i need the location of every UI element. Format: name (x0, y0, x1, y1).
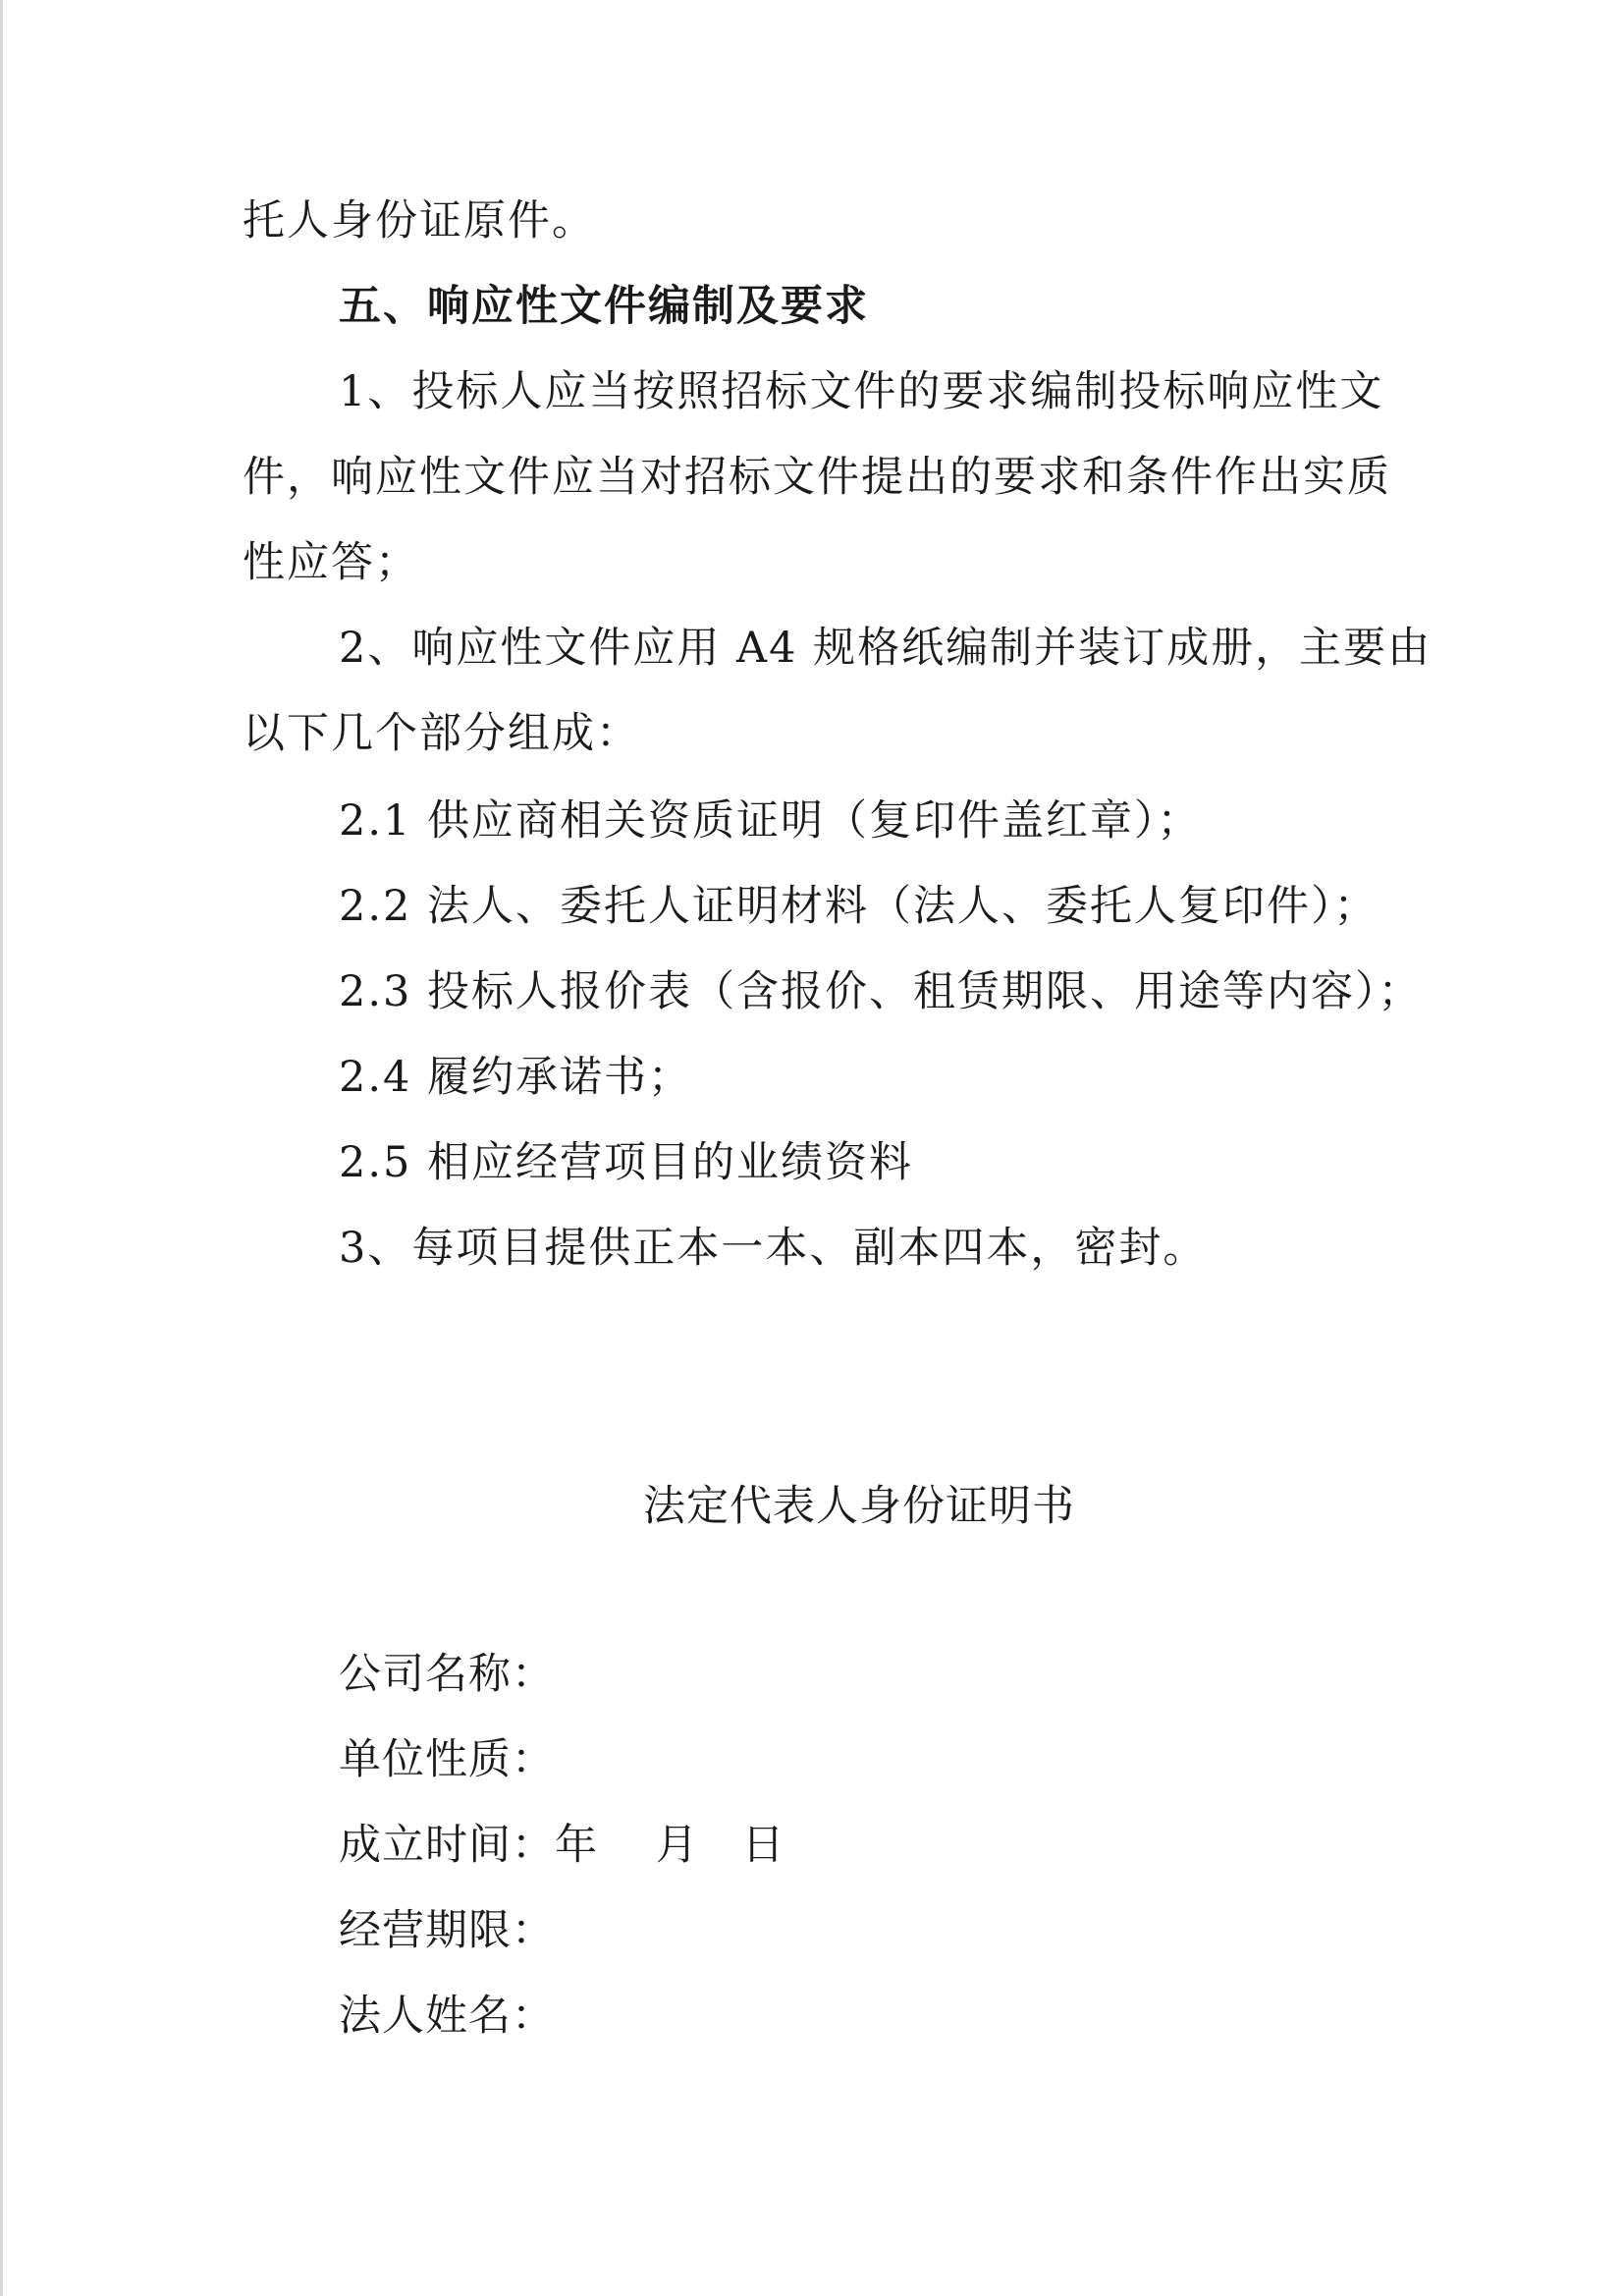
form-field-legal-person-name: 法人姓名： (339, 1992, 555, 2041)
scan-edge (0, 0, 3, 2296)
form-field-company-name: 公司名称： (339, 1650, 555, 1699)
section-heading: 五、响应性文件编制及要求 (339, 282, 869, 331)
paragraph-line: 2、响应性文件应用 A4 规格纸编制并装订成册，主要由 (339, 624, 1433, 673)
list-item: 2.3 投标人报价表（含报价、租赁期限、用途等内容）； (339, 967, 1423, 1016)
list-item: 2.5 相应经营项目的业绩资料 (339, 1138, 914, 1187)
list-item: 2.2 法人、委托人证明材料（法人、委托人复印件）； (339, 882, 1379, 931)
paragraph-line: 以下几个部分组成： (243, 709, 640, 758)
paragraph-line: 1、投标人应当按照招标文件的要求编制投标响应性文 (339, 367, 1384, 416)
paragraph-line: 性应答； (243, 538, 419, 587)
paragraph-line: 3、每项目提供正本一本、副本四本，密封。 (339, 1224, 1208, 1273)
form-field-unit-nature: 单位性质： (339, 1735, 555, 1784)
certificate-title: 法定代表人身份证明书 (643, 1482, 1075, 1531)
form-field-founding-date: 成立时间：年 月 日 (339, 1821, 785, 1870)
list-item: 2.1 供应商相关资质证明（复印件盖红章）； (339, 796, 1202, 846)
paragraph-line: 件，响应性文件应当对招标文件提出的要求和条件作出实质 (243, 453, 1391, 502)
list-item: 2.4 履约承诺书； (339, 1053, 693, 1102)
form-field-business-term: 经营期限： (339, 1906, 555, 1955)
paragraph-line: 托人身份证原件。 (243, 196, 596, 246)
